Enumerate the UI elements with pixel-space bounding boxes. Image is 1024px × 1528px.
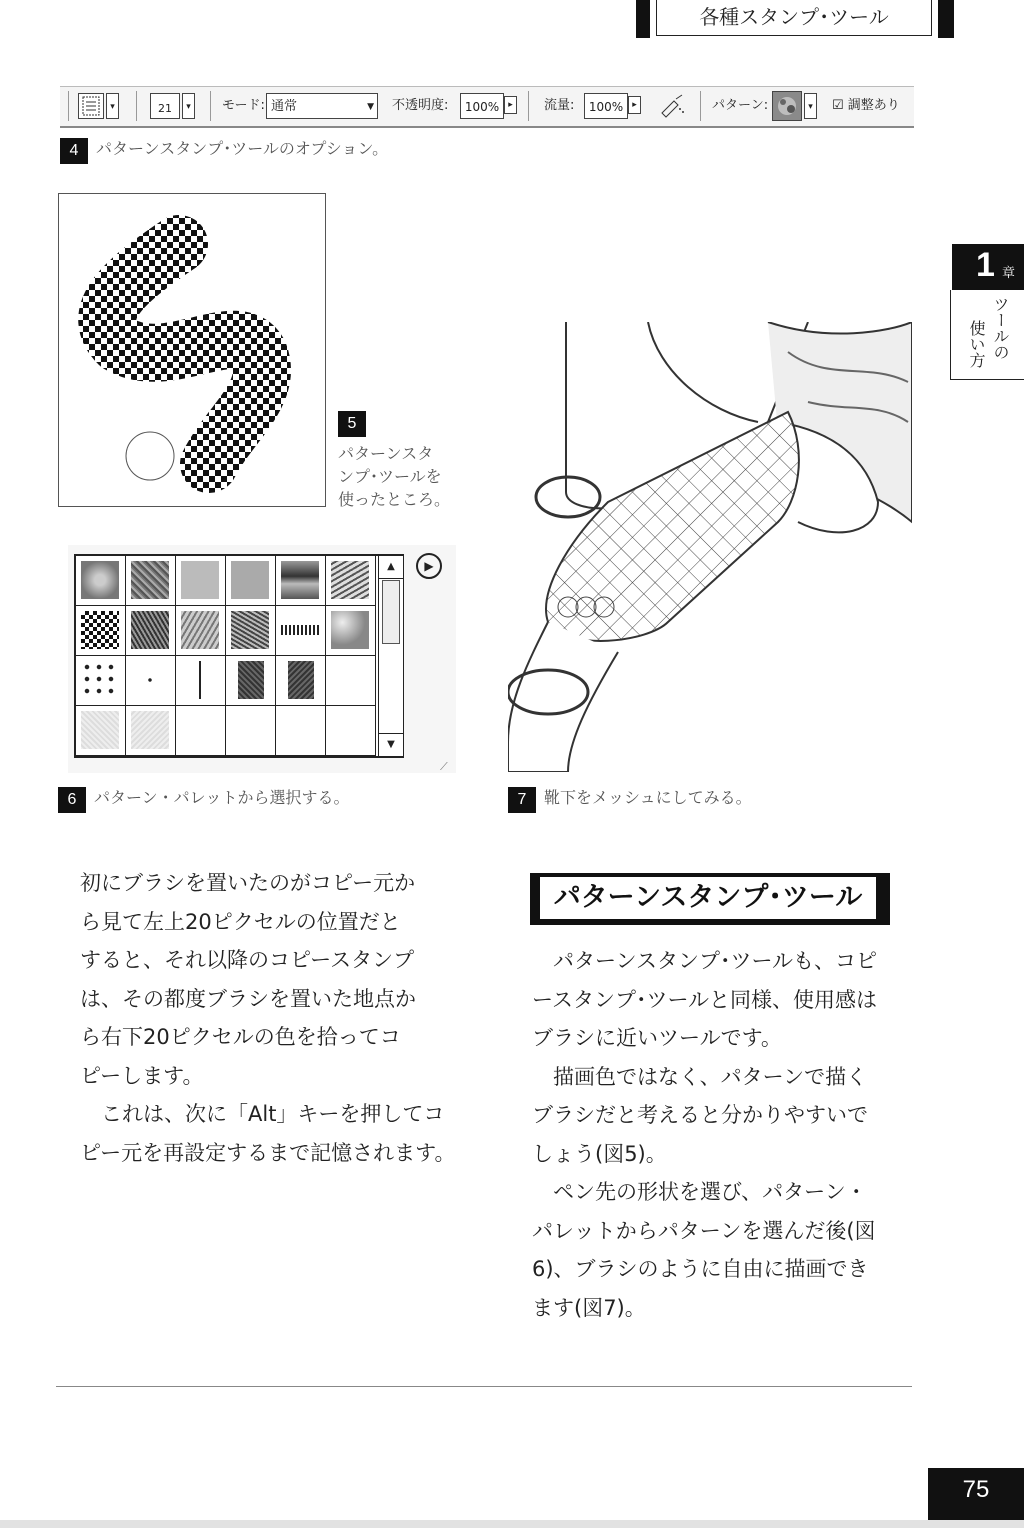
pattern-swatch-item[interactable] [76, 656, 126, 706]
fig5-caption-line: パターンスタ [338, 444, 434, 463]
tool-preset-icon[interactable] [78, 93, 104, 119]
fig6-caption: パターン・パレットから選択する。 [94, 788, 350, 807]
aligned-checkbox[interactable] [832, 93, 900, 119]
palette-menu-button[interactable]: ▶ [416, 553, 442, 579]
chapter-label-col1: ツールの [991, 296, 1010, 360]
fig7-number: 7 [508, 787, 536, 813]
pattern-swatch-item[interactable] [326, 706, 376, 756]
fig7-illustration [508, 322, 912, 772]
mode-select[interactable] [266, 93, 378, 119]
scroll-thumb[interactable] [382, 580, 400, 644]
pattern-swatch-item[interactable] [176, 656, 226, 706]
paragraph-line: ら右下20ピクセルの色を拾ってコ [80, 1025, 401, 1049]
resize-grip-icon[interactable]: ⟋ [440, 760, 448, 773]
brush-size-value: 21 [158, 102, 172, 115]
scroll-down-arrow[interactable]: ▼ [379, 733, 403, 756]
fig5-number: 5 [338, 411, 366, 437]
pattern-palette [74, 554, 404, 758]
aligned-label: 調整あり [847, 98, 900, 113]
left-column-text [80, 864, 455, 1172]
flow-field[interactable] [584, 93, 628, 119]
paragraph-line: ブラシに近いツールです。 [532, 1026, 782, 1050]
palette-scrollbar[interactable] [378, 556, 403, 756]
pattern-swatch-item[interactable] [126, 706, 176, 756]
opacity-label: 不透明度: [392, 98, 449, 113]
opacity-field[interactable] [460, 93, 504, 119]
mesh-stocking-drawing [508, 322, 912, 772]
scan-edge [0, 1520, 1024, 1528]
flow-slider-arrow[interactable]: ▸ [628, 96, 641, 114]
pattern-stroke-illustration [59, 194, 325, 506]
pattern-label: パターン: [712, 98, 769, 113]
pattern-swatch-item[interactable] [76, 556, 126, 606]
right-column-text [532, 942, 877, 1327]
pattern-swatch-item[interactable] [176, 706, 226, 756]
paragraph-line: は、その都度ブラシを置いた地点か [80, 986, 416, 1011]
opacity-slider-arrow[interactable]: ▸ [504, 96, 517, 114]
options-toolbar [60, 86, 914, 128]
pattern-dropdown-arrow[interactable]: ▾ [804, 93, 817, 119]
fig5-caption-line: ンプ･ツールを [338, 467, 442, 486]
chevron-down-icon: ▼ [367, 102, 374, 112]
opacity-value: 100% [464, 100, 500, 114]
section-heading: パターンスタンプ･ツール [540, 877, 876, 919]
fig6-number: 6 [58, 787, 86, 813]
pattern-swatch-item[interactable] [76, 606, 126, 656]
pattern-swatch-item[interactable] [276, 706, 326, 756]
toolbar-separator [528, 91, 529, 121]
pattern-swatch-item[interactable] [176, 606, 226, 656]
paragraph-line: ブラシだと考えると分かりやすいで [532, 1103, 868, 1127]
airbrush-icon[interactable] [658, 93, 688, 119]
scroll-up-arrow[interactable]: ▲ [379, 556, 403, 579]
toolbar-grip [68, 91, 69, 121]
paragraph-line: すると、それ以降のコピースタンプ [80, 948, 415, 972]
paragraph-line: しょう(図5)。 [532, 1141, 667, 1166]
toolbar-separator [136, 91, 137, 121]
running-header: 各種スタンプ･ツール [656, 0, 932, 36]
section-heading-box [530, 873, 890, 925]
brush-dropdown-arrow[interactable]: ▾ [182, 93, 195, 119]
fig4-number: 4 [60, 138, 88, 164]
paragraph-line: ペン先の形状を選び、パターン・ [532, 1180, 867, 1204]
pattern-swatch-item[interactable] [126, 606, 176, 656]
chapter-number: 1 [976, 246, 995, 284]
paragraph-line: ら見て左上20ピクセルの位置だと [80, 909, 401, 934]
chapter-suffix: 章 [1002, 266, 1016, 281]
pattern-swatch-item[interactable] [226, 706, 276, 756]
flow-value: 100% [588, 100, 624, 114]
pattern-swatch-item[interactable] [126, 656, 176, 706]
pattern-swatch[interactable] [772, 91, 802, 121]
pattern-swatch-item[interactable] [226, 556, 276, 606]
pattern-swatch-item[interactable] [276, 556, 326, 606]
pattern-swatch-item[interactable] [276, 606, 326, 656]
toolbar-separator [700, 91, 701, 121]
fig5-caption-line: 使ったところ。 [338, 490, 451, 509]
pattern-swatch-item[interactable] [76, 706, 126, 756]
mode-label: モード: [222, 98, 265, 113]
header-bar-left [636, 0, 650, 38]
fig5-caption [338, 442, 450, 511]
paragraph-line: ースタンプ･ツールと同様、使用感は [532, 987, 878, 1012]
paragraph-line: 初にブラシを置いたのがコピー元か [80, 871, 416, 895]
pattern-swatch-item[interactable] [126, 556, 176, 606]
footer-rule [56, 1386, 912, 1387]
header-bar-right [938, 0, 954, 38]
paragraph-line: ます(図7)。 [532, 1295, 646, 1320]
fig4-caption: パターンスタンプ･ツールのオプション。 [96, 139, 389, 158]
toolbar-separator [210, 91, 211, 121]
chapter-label [950, 290, 1024, 380]
checkbox-icon: ☑ [832, 98, 844, 113]
pattern-swatch-item[interactable] [176, 556, 226, 606]
brush-size-picker[interactable] [150, 93, 180, 119]
mode-value: 通常 [271, 99, 298, 114]
paragraph-line: ピー元を再設定するまで記憶されます。 [80, 1140, 456, 1165]
pattern-swatch-item[interactable] [276, 656, 326, 706]
chapter-label-col2: 使い方 [967, 320, 986, 368]
pattern-swatch-item[interactable] [326, 606, 376, 656]
chapter-tab [952, 244, 1024, 290]
pattern-swatch-item[interactable] [226, 656, 276, 706]
pattern-swatch-item[interactable] [326, 656, 376, 706]
paragraph-line: これは、次に「Alt」キーを押してコ [80, 1102, 445, 1126]
paragraph-line: ピーします。 [80, 1063, 204, 1088]
paragraph-line: パターンスタンプ･ツールも、コピ [532, 949, 878, 973]
fig7-caption: 靴下をメッシュにしてみる。 [544, 788, 752, 807]
page-number: 75 [928, 1468, 1024, 1520]
paragraph-line: 6)、ブラシのように自由に描画でき [532, 1257, 869, 1281]
pattern-swatch-item[interactable] [326, 556, 376, 606]
paragraph-line: 描画色ではなく、パターンで描く [532, 1064, 868, 1089]
flow-label: 流量: [544, 98, 575, 113]
pattern-swatch-item[interactable] [226, 606, 276, 656]
paragraph-line: パレットからパターンを選んだ後(図 [532, 1218, 876, 1243]
tool-preset-dropdown-arrow[interactable]: ▾ [106, 93, 119, 119]
fig5-canvas [58, 193, 326, 507]
